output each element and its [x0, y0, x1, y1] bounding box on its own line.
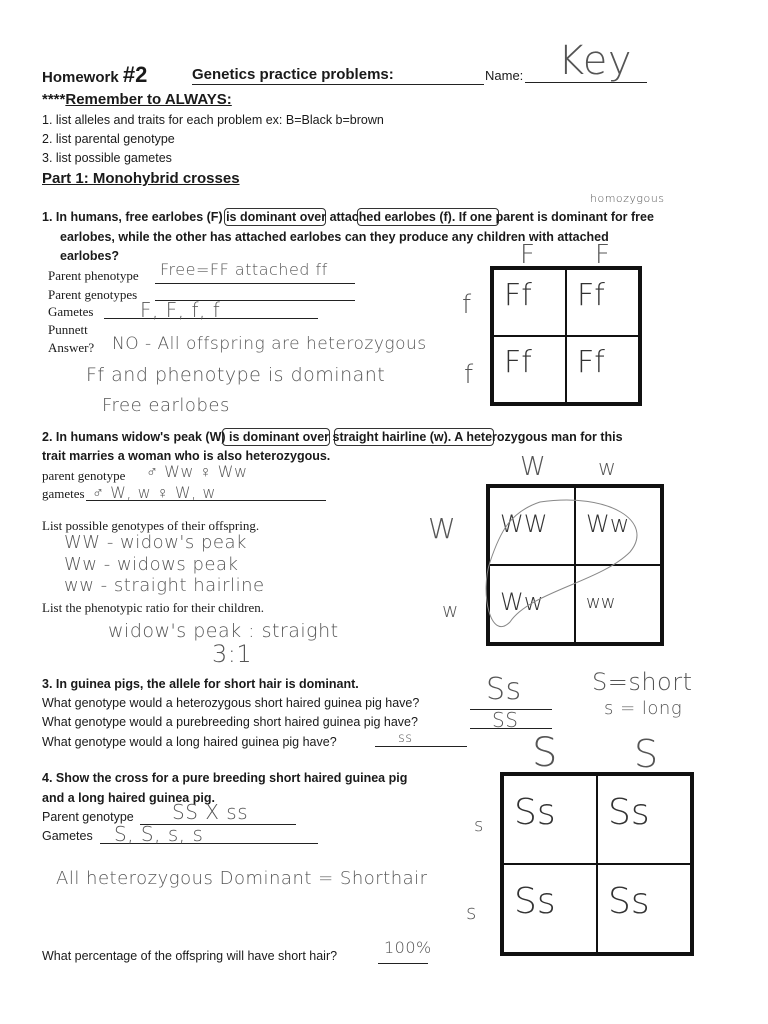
q4-punnett-square — [500, 772, 694, 956]
q1-punnett-cell — [493, 336, 566, 403]
q1-line-phenotype — [155, 283, 355, 284]
q1-line3: earlobes? — [60, 249, 120, 263]
q4-punnett-cell — [597, 775, 691, 864]
q2-line1: 2. In humans widow's peak (W) is dominant over straight hairline (w). A heterozygous man for this — [42, 430, 623, 444]
q4-top-allele-2: S — [634, 732, 659, 776]
q1-line1: 1. In humans, free earlobes (F) is dominant over attached earlobes (f). If one parent is dominant for free — [42, 210, 654, 224]
q4-genotype-answer: SS X ss — [172, 800, 249, 824]
q1-top-allele-2: F — [595, 240, 611, 270]
name-value: Key — [558, 38, 633, 84]
q2-side-allele-1: W — [428, 512, 457, 545]
q2-circle-annotation — [470, 492, 660, 642]
q4-top-allele-1: S — [532, 730, 558, 776]
q4-final-answer: 100% — [384, 938, 432, 957]
q3-question-1: What genotype would a heterozygous short haired guinea pig have? — [42, 696, 420, 710]
q3-question-3: What genotype would a long haired guinea pig have? — [42, 735, 337, 749]
q4-side-allele-1: s — [474, 815, 484, 836]
q2-cell-text: ww — [586, 592, 616, 613]
q2-list-label: List possible genotypes of their offspring. — [42, 518, 260, 533]
q2-genotype-3: ww - straight hairline — [64, 575, 265, 596]
name-label: Name: — [485, 68, 524, 83]
remember-item-3: 3. list possible gametes — [42, 151, 172, 165]
q2-top-allele-2: w — [598, 456, 617, 481]
homework-title — [42, 62, 147, 88]
q1-answer-2: Ff and phenotype is dominant — [86, 364, 386, 386]
q1-punnett-cell — [493, 269, 566, 336]
q4-cell-text: Ss — [514, 881, 556, 922]
q3-answer-1: Ss — [486, 672, 522, 707]
q1-phenotype-answer: Free=FF attached ff — [160, 260, 328, 279]
q2-cell-text: WW — [500, 510, 548, 538]
q1-answer: NO - All offspring are heterozygous — [112, 334, 427, 354]
q1-cell-text: Ff — [577, 345, 605, 380]
q2-cell-text: Ww — [586, 510, 630, 538]
q1-label-gametes: Gametes — [48, 304, 94, 319]
q2-gametes-answer: ♂ W, w ♀ W, w — [92, 483, 216, 502]
q1-punnett-square — [490, 266, 642, 406]
q2-genotype-1: WW - widow's peak — [64, 532, 247, 553]
q1-label-genotypes: Parent genotypes — [48, 287, 138, 302]
q2-side-allele-2: w — [442, 598, 459, 622]
q2-genotype-label: parent genotype — [42, 468, 126, 483]
q2-ratio-answer: widow's peak : straight — [108, 620, 339, 642]
q1-cell-text: Ff — [577, 278, 605, 313]
q4-genotype-label: Parent genotype — [42, 810, 134, 824]
q1-label-phenotype: Parent phenotype — [48, 268, 139, 283]
q4-note: All heterozygous Dominant = Shorthair — [56, 868, 428, 889]
q4-gametes-label: Gametes — [42, 829, 93, 843]
q4-final-line — [378, 963, 428, 964]
remember-item-1: 1. list alleles and traits for each problem ex: B=Black b=brown — [42, 113, 384, 127]
q1-side-allele-1: f — [462, 290, 472, 320]
q3-question-2: What genotype would a purebreeding short haired guinea pig have? — [42, 715, 418, 729]
q1-cell-text: Ff — [504, 278, 532, 313]
q1-punnett-cell — [566, 336, 639, 403]
q1-answer-3: Free earlobes — [102, 395, 230, 416]
q4-punnett-cell — [503, 775, 597, 864]
q2-line2: trait marries a woman who is also heterozygous. — [42, 449, 331, 463]
q3-key-long: s = long — [604, 698, 683, 719]
q4-cell-text: Ss — [514, 792, 556, 833]
q2-genotype-2: Ww - widows peak — [64, 554, 239, 575]
q1-gametes-answer: F, F, f, f — [140, 298, 221, 322]
subtitle: Genetics practice problems: — [192, 66, 394, 83]
q2-top-allele-1: W — [520, 452, 547, 482]
q2-cell-text: Ww — [500, 588, 544, 616]
q2-gametes-label: gametes — [42, 486, 85, 501]
q1-label-answer: Answer? — [48, 340, 95, 355]
remember-item-2: 2. list parental genotype — [42, 132, 175, 146]
q1-cell-text: Ff — [504, 345, 532, 380]
q1-line2: earlobes, while the other has attached earlobes can they produce any children with attached — [60, 230, 609, 244]
q1-top-allele-1: F — [520, 240, 536, 270]
remember-prefix: **** — [42, 91, 66, 108]
q4-final-question: What percentage of the offspring will have short hair? — [42, 949, 338, 963]
q1-label-punnett: Punnett — [48, 322, 88, 337]
q4-side-allele-2: s — [466, 900, 477, 924]
q4-line1: 4. Show the cross for a pure breeding short haired guinea pig — [42, 771, 408, 785]
q3-line1: 3. In guinea pigs, the allele for short hair is dominant. — [42, 677, 359, 691]
q4-cell-text: Ss — [608, 792, 650, 833]
part1-title: Part 1: Monohybrid crosses — [42, 170, 240, 187]
q4-punnett-cell — [503, 864, 597, 953]
q3-key-short: S=short — [592, 668, 693, 696]
q4-punnett-cell — [597, 864, 691, 953]
q4-line2: and a long haired guinea pig. — [42, 791, 215, 805]
q1-side-allele-2: f — [464, 360, 474, 390]
subtitle-underline — [192, 84, 484, 85]
q3-answer-3: ss — [398, 731, 413, 746]
remember-title — [42, 91, 232, 108]
q2-ratio-label: List the phenotypic ratio for their children. — [42, 600, 265, 615]
homework-label: Homework — [42, 69, 119, 86]
q4-cell-text: Ss — [608, 881, 650, 922]
q2-ratio-value: 3:1 — [212, 640, 253, 668]
remember-title-text: Remember to ALWAYS: — [65, 91, 232, 108]
q4-gametes-answer: S, S, s, s — [114, 822, 204, 846]
q3-answer-line-3 — [375, 746, 467, 747]
q1-punnett-cell — [566, 269, 639, 336]
homework-number: #2 — [122, 62, 148, 87]
q3-answer-2: SS — [492, 708, 519, 732]
q2-genotype-answer: ♂ Ww ♀ Ww — [146, 462, 248, 481]
q1-annotation: homozygous — [590, 192, 665, 205]
